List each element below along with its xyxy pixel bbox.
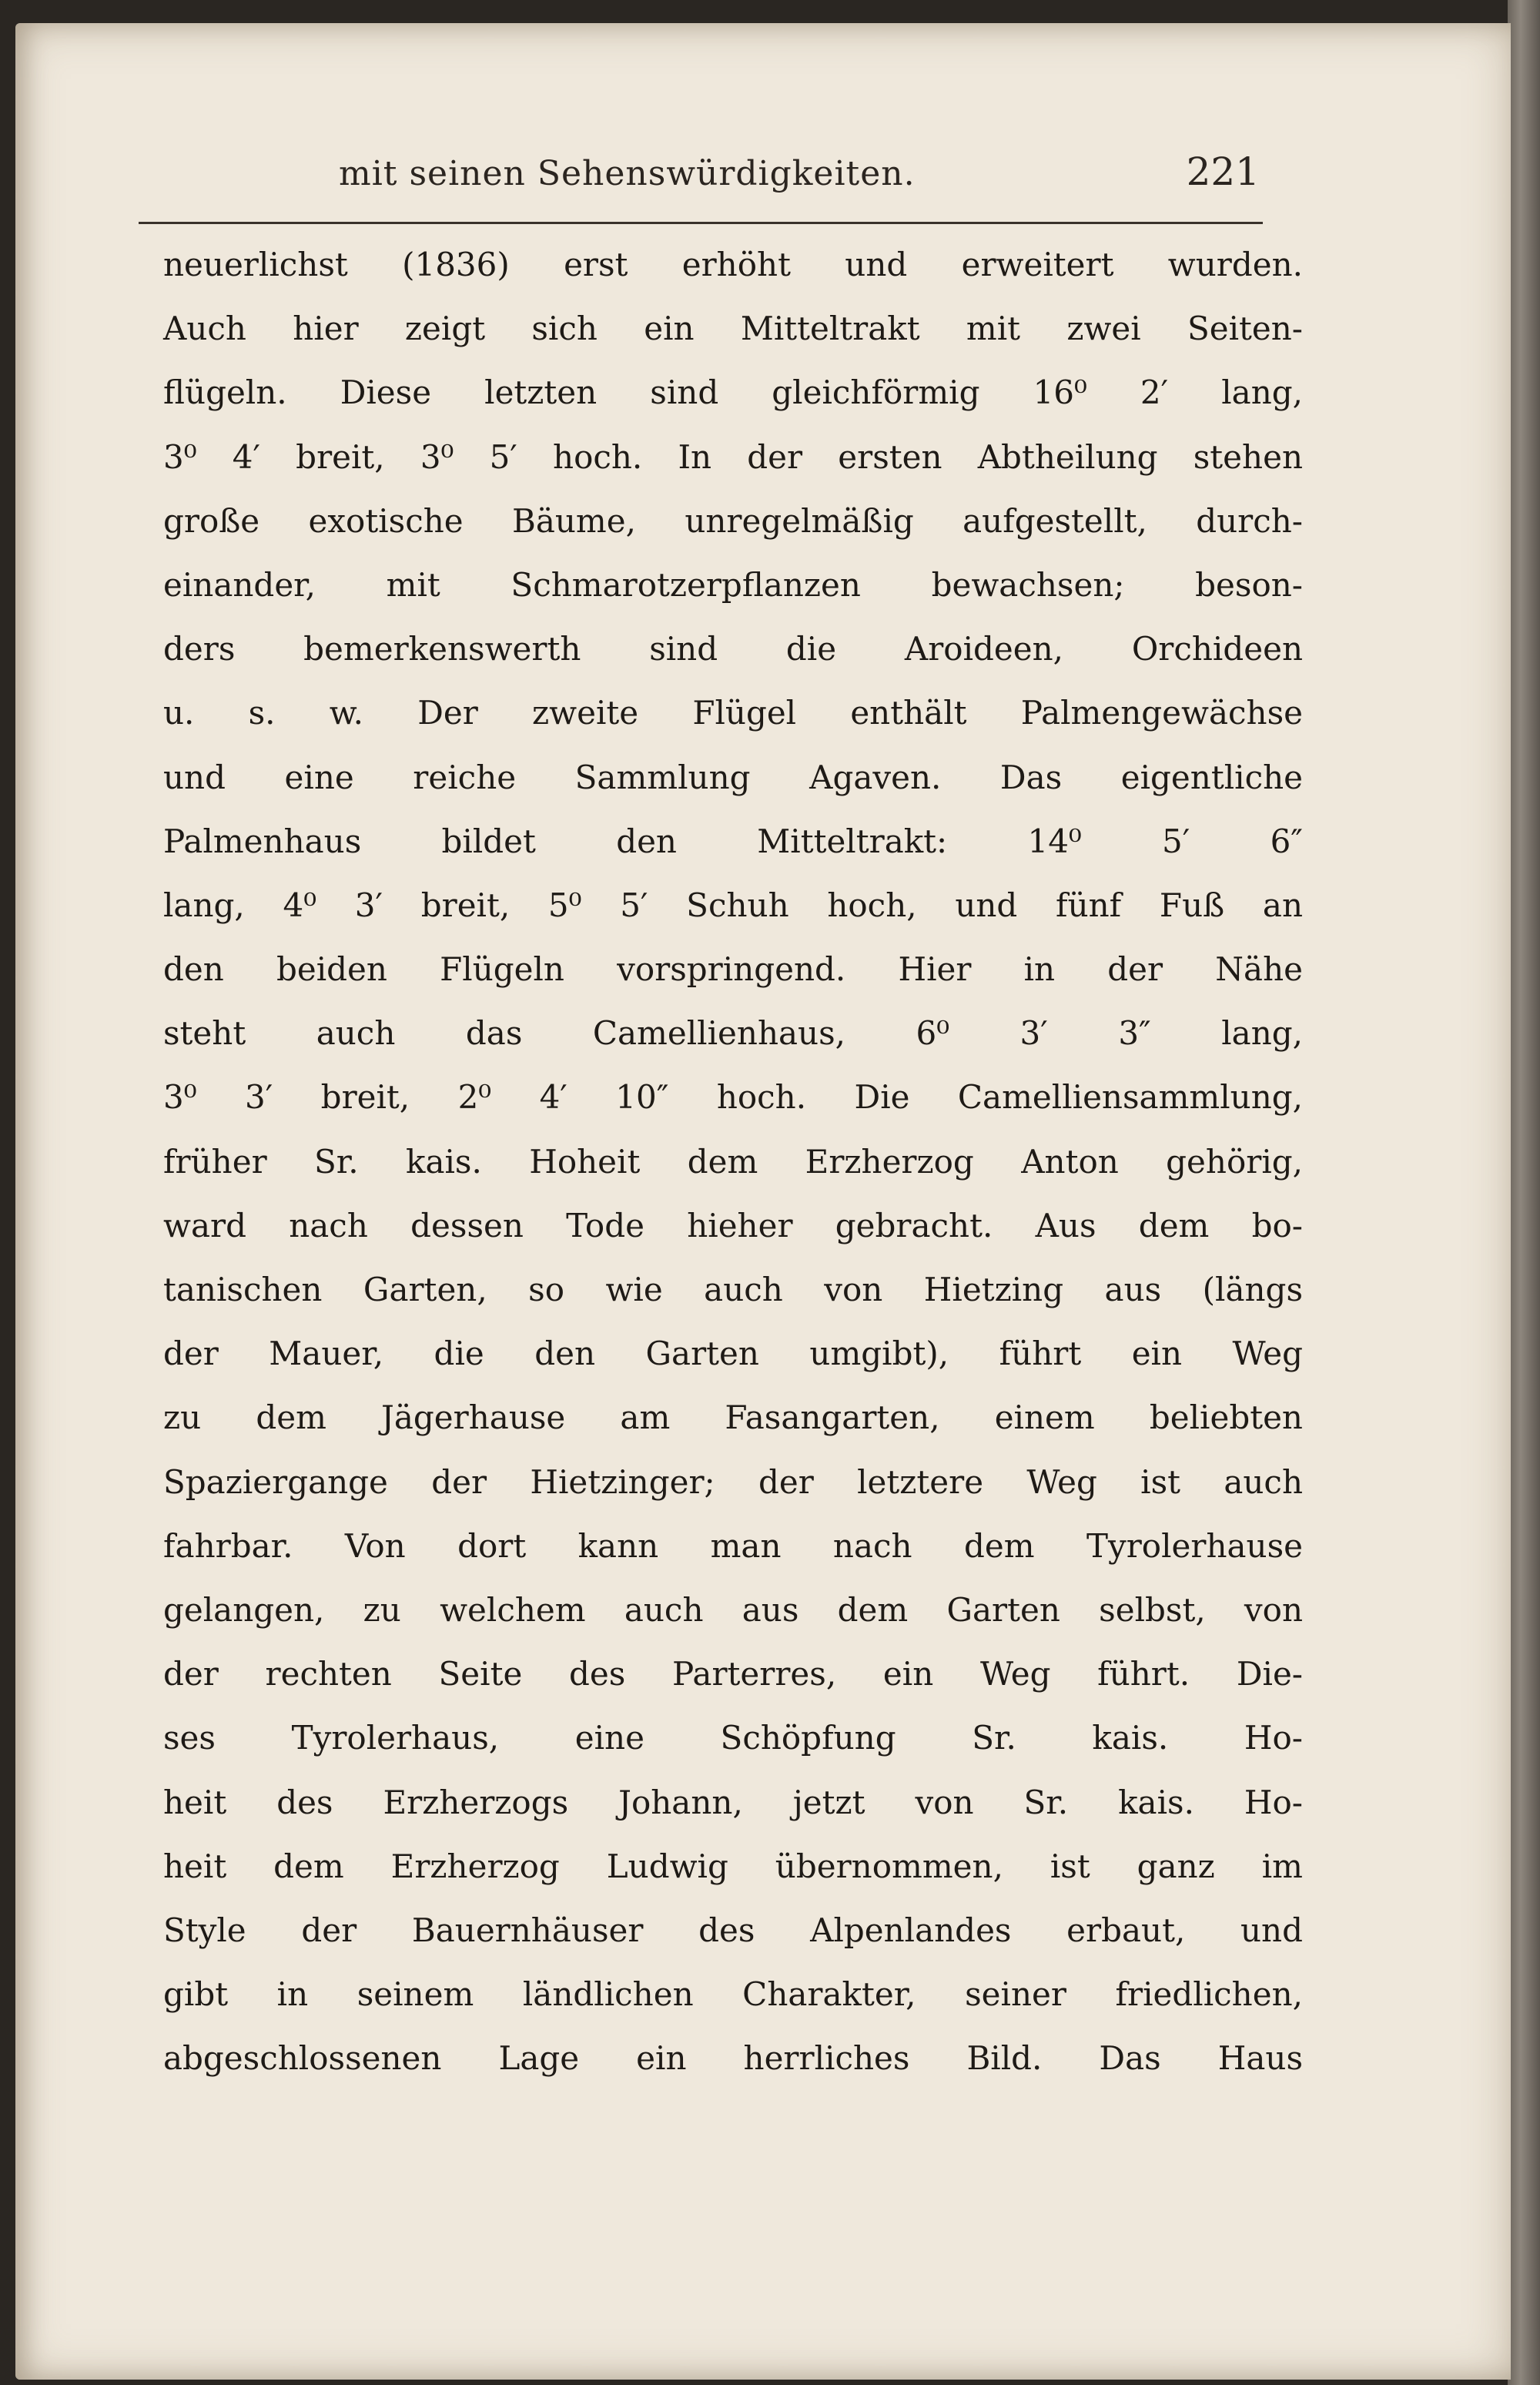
text-line: neuerlichst (1836) erst erhöht und erweitert wurden. <box>163 246 1303 283</box>
header-rule <box>139 222 1263 224</box>
text-line: der rechten Seite des Parterres, ein Weg führt. Die- <box>163 1655 1303 1693</box>
text-line: tanischen Garten, so wie auch von Hietzing aus (längs <box>163 1271 1303 1308</box>
text-line: heit des Erzherzogs Johann, jetzt von Sr. kais. Ho- <box>163 1783 1303 1821</box>
text-line: den beiden Flügeln vorspringend. Hier in der Nähe <box>163 950 1303 989</box>
text-line: heit dem Erzherzog Ludwig übernommen, ist ganz im <box>163 1847 1303 1885</box>
text-line: Style der Bauernhäuser des Alpenlandes erbaut, und <box>163 1911 1303 1949</box>
page-header <box>169 139 1278 208</box>
book-edge <box>1508 0 1540 2385</box>
text-line: abgeschlossenen Lage ein herrliches Bild. Das Haus <box>163 2039 1303 2078</box>
book-page <box>15 23 1511 2380</box>
text-line: Palmenhaus bildet den Mitteltrakt: 14⁰ 5′ 6″ <box>163 822 1303 860</box>
page-number: 221 <box>1186 149 1260 194</box>
text-line: Spaziergange der Hietzinger; der letztere Weg ist auch <box>163 1462 1303 1501</box>
text-line: u. s. w. Der zweite Flügel enthält Palmengewächse <box>163 694 1303 732</box>
text-line: einander, mit Schmarotzerpflanzen bewachsen; beson- <box>163 565 1303 604</box>
running-title: mit seinen Sehenswürdigkeiten. <box>339 154 916 193</box>
text-line: Auch hier zeigt sich ein Mitteltrakt mit zwei Seiten- <box>163 310 1303 348</box>
text-line: ses Tyrolerhaus, eine Schöpfung Sr. kais. Ho- <box>163 1719 1303 1757</box>
text-line: fahrbar. Von dort kann man nach dem Tyrolerhause <box>163 1526 1303 1565</box>
text-line: flügeln. Diese letzten sind gleichförmig 16⁰ 2′ lang, <box>163 373 1303 412</box>
text-line: 3⁰ 3′ breit, 2⁰ 4′ 10″ hoch. Die Camelliensammlung, <box>163 1078 1303 1117</box>
text-line: der Mauer, die den Garten umgibt), führt ein Weg <box>163 1335 1303 1373</box>
text-line: früher Sr. kais. Hoheit dem Erzherzog Anton gehörig, <box>163 1142 1303 1181</box>
text-line: große exotische Bäume, unregelmäßig aufgestellt, durch- <box>163 501 1303 540</box>
text-line: ders bemerkenswerth sind die Aroideen, Orchideen <box>163 630 1303 668</box>
text-line: gelangen, zu welchem auch aus dem Garten selbst, von <box>163 1590 1303 1629</box>
text-line: und eine reiche Sammlung Agaven. Das eigentliche <box>163 758 1303 796</box>
text-line: ward nach dessen Tode hieher gebracht. Aus dem bo- <box>163 1206 1303 1244</box>
body-text <box>163 233 1303 2090</box>
text-line: zu dem Jägerhause am Fasangarten, einem beliebten <box>163 1399 1303 1437</box>
text-line: 3⁰ 4′ breit, 3⁰ 5′ hoch. In der ersten Abtheilung stehen <box>163 437 1303 476</box>
text-line: lang, 4⁰ 3′ breit, 5⁰ 5′ Schuh hoch, und fünf Fuß an <box>163 886 1303 924</box>
text-line: steht auch das Camellienhaus, 6⁰ 3′ 3″ lang, <box>163 1014 1303 1053</box>
text-line: gibt in seinem ländlichen Charakter, seiner friedlichen, <box>163 1975 1303 2014</box>
